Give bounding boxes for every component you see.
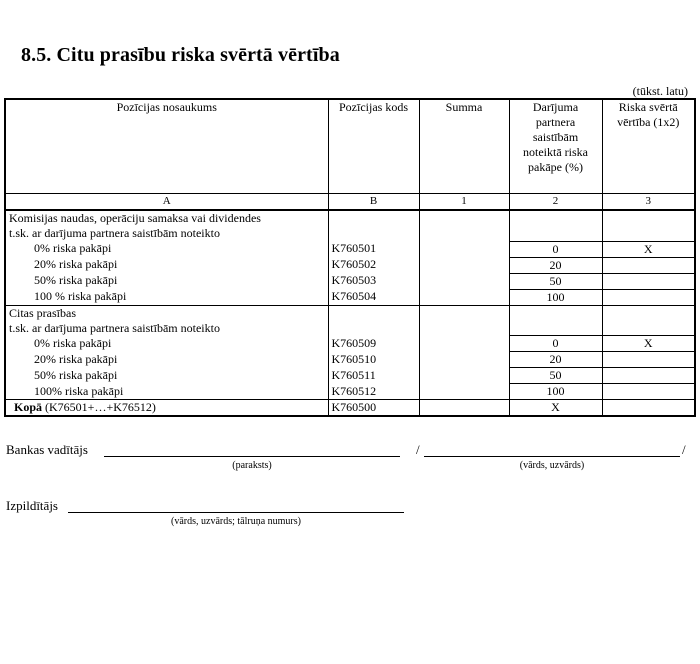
table-row	[5, 352, 695, 368]
section2-title: Citas prasības	[9, 305, 76, 320]
header-code: Pozīcijas kods	[328, 99, 419, 194]
row-risk	[602, 384, 695, 400]
name-caption: (vārds, uzvārds)	[519, 460, 585, 471]
row-risk	[602, 368, 695, 384]
row-code: K760501	[328, 241, 419, 257]
row-code: K760504	[328, 289, 419, 305]
manager-name-line[interactable]	[424, 456, 680, 457]
row-code: K760503	[328, 273, 419, 289]
section1-title: Komisijas naudas, operāciju samaksa vai dividendes	[9, 211, 261, 225]
executor-label: Izpildītājs	[6, 498, 58, 513]
row-group: 100	[509, 289, 602, 305]
letter-b: B	[328, 194, 419, 211]
letter-1: 1	[419, 194, 509, 211]
manager-signature-line[interactable]	[104, 456, 400, 457]
row-risk	[602, 257, 695, 273]
row-group: 100	[509, 384, 602, 400]
row-risk: X	[602, 241, 695, 257]
table-row	[5, 241, 695, 257]
row-code: K760510	[328, 352, 419, 368]
executor-caption: (vārds, uzvārds; tālruņa numurs)	[171, 516, 301, 527]
letter-a: A	[5, 194, 328, 211]
row-code: K760502	[328, 257, 419, 273]
letter-2: 2	[509, 194, 602, 211]
row-group: 50	[509, 368, 602, 384]
slash-right: /	[682, 442, 686, 457]
row-name: 20% riska pakāpi	[34, 257, 118, 271]
section1-subtitle: t.sk. ar darījuma partnera saistībām noteikto	[9, 226, 220, 240]
table-row	[5, 273, 695, 289]
table-row	[5, 384, 695, 400]
row-group: 50	[509, 273, 602, 289]
total-range: (K76501+…+K76512)	[45, 400, 156, 414]
table-row	[5, 336, 695, 352]
row-name: 50% riska pakāpi	[34, 273, 118, 287]
unit-label: (tūkst. latu)	[632, 84, 688, 98]
row-name: 0% riska pakāpi	[34, 241, 112, 255]
manager-caption: (paraksts)	[232, 460, 272, 471]
table-row	[5, 289, 695, 305]
row-group: 20	[509, 352, 602, 368]
row-name: 50% riska pakāpi	[34, 367, 118, 382]
total-code: K760500	[328, 400, 419, 417]
risk-table	[4, 98, 696, 417]
total-group: X	[509, 400, 602, 417]
row-name: 100 % riska pakāpi	[5, 289, 328, 305]
table-row	[5, 257, 695, 273]
header-group: Darījuma partnera saistībām noteiktā riska pakāpe (%)	[509, 99, 602, 194]
table-row	[5, 368, 695, 384]
header-sum: Summa	[419, 99, 509, 194]
row-code: K760509	[328, 336, 419, 352]
executor-line[interactable]	[68, 512, 404, 513]
row-risk	[602, 352, 695, 368]
row-name: 20% riska pakāpi	[34, 351, 118, 366]
row-code: K760512	[328, 384, 419, 400]
total-label: Kopā	[14, 400, 43, 414]
section2-subtitle: t.sk. ar darījuma partnera saistībām noteikto	[9, 320, 220, 335]
row-name: 0% riska pakāpi	[34, 335, 112, 350]
manager-label: Bankas vadītājs	[6, 442, 88, 457]
row-code: K760511	[328, 368, 419, 384]
letter-3: 3	[602, 194, 695, 211]
row-risk	[602, 273, 695, 289]
slash-left: /	[416, 442, 420, 457]
row-group: 0	[509, 241, 602, 257]
row-name: 100% riska pakāpi	[34, 383, 124, 398]
header-risk: Riska svērtā vērtība (1x2)	[602, 99, 695, 194]
row-risk: X	[602, 336, 695, 352]
row-risk	[602, 289, 695, 305]
row-group: 0	[509, 336, 602, 352]
header-name: Pozīcijas nosaukums	[5, 99, 328, 194]
total-row	[5, 400, 695, 417]
row-group: 20	[509, 257, 602, 273]
page-title: 8.5. Citu prasību riska svērtā vērtība	[21, 44, 340, 66]
